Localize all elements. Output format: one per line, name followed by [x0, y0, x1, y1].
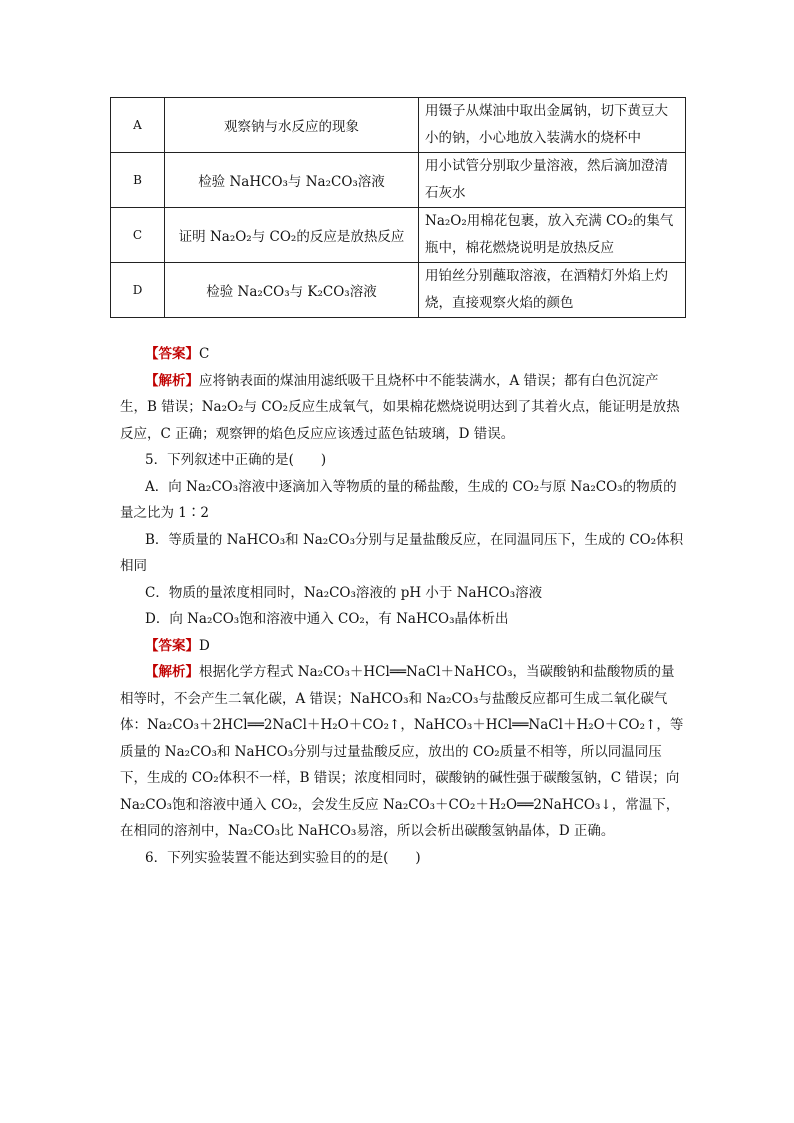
row-label: C [111, 208, 165, 263]
q5-block [120, 447, 685, 871]
answer-tag: 【答案】 [145, 346, 199, 362]
analysis-tag: 【解析】 [145, 664, 199, 680]
row-purpose: 证明 Na₂O₂与 CO₂的反应是放热反应 [165, 208, 419, 263]
analysis-tag: 【解析】 [145, 372, 199, 389]
row-method: 用小试管分别取少量溶液，然后滴加澄清石灰水 [419, 153, 686, 208]
q4-analysis [120, 368, 685, 448]
row-label: D [111, 263, 165, 318]
q4-answer [120, 341, 685, 368]
table-row [111, 208, 686, 263]
row-method: Na₂O₂用棉花包裹，放入充满 CO₂的集气瓶中，棉花燃烧说明是放热反应 [419, 208, 686, 263]
table-row [111, 153, 686, 208]
answer-value: C [199, 346, 210, 362]
analysis-text: 根据化学方程式 Na₂CO₃＋HCl══NaCl＋NaHCO₃，当碳酸钠和盐酸物质的量相等时，不会产生二氧化碳，A 错误；NaHCO₃和 Na₂CO₃与盐酸反应都可生成二氧化碳气体：Na₂CO₃＋2HCl══2NaCl＋H₂O＋CO₂↑，NaHCO₃＋HCl══NaCl＋H₂O＋CO₂↑，等质量的 Na₂CO₃和 NaHCO₃分别与过量盐酸反应，放出的 CO₂质量不相等，所以同温同压下，生成的 CO₂体积不一样，B 错误；浓度相同时，碳酸钠的碱性强于碳酸氢钠，C 错误；向 Na₂CO₃饱和溶液中通入 CO₂，会发生反应 Na₂CO₃＋CO₂＋H₂O══2NaHCO₃↓，常温下，在相同的溶剂中，Na₂CO₃比 NaHCO₃易溶，所以会析出碳酸氢钠晶体，D 正确。 [120, 664, 684, 839]
q5-option-b: B．等质量的 NaHCO₃和 Na₂CO₃分别与足量盐酸反应，在同温同压下，生成的 CO₂体积相同 [120, 531, 684, 574]
q5-option-c: C．物质的量浓度相同时，Na₂CO₃溶液的 pH 小于 NaHCO₃溶液 [145, 584, 543, 601]
q5-analysis [120, 659, 685, 845]
q4-answer-block [120, 341, 685, 447]
q5-option-a: A．向 Na₂CO₃溶液中逐滴加入等物质的量的稀盐酸，生成的 CO₂与原 Na₂CO₃的物质的量之比为 1∶2 [120, 478, 677, 521]
row-method: 用铂丝分别蘸取溶液，在酒精灯外焰上灼烧，直接观察火焰的颜色 [419, 263, 686, 318]
q5-option-d: D．向 Na₂CO₃饱和溶液中通入 CO₂，有 NaHCO₃晶体析出 [145, 611, 509, 627]
row-label: A [111, 98, 165, 153]
row-label: B [111, 153, 165, 208]
table-row [111, 98, 686, 153]
q5-stem: 5．下列叙述中正确的是( ) [145, 452, 327, 468]
row-purpose: 检验 Na₂CO₃与 K₂CO₃溶液 [165, 263, 419, 318]
row-purpose: 观察钠与水反应的现象 [165, 98, 419, 153]
analysis-text: 应将钠表面的煤油用滤纸吸干且烧杯中不能装满水，A 错误；都有白色沉淀产生，B 错误；Na₂O₂与 CO₂反应生成氧气，如果棉花燃烧说明达到了其着火点，能证明是放热反应，C 正确；观察钾的焰色反应应该透过蓝色钴玻璃，D 错误。 [120, 372, 680, 442]
q6-stem: 6．下列实验装置不能达到实验目的的是( ) [145, 849, 421, 866]
answer-value: D [199, 637, 210, 654]
q5-answer [120, 633, 685, 660]
options-table [110, 97, 686, 318]
answer-tag: 【答案】 [145, 637, 199, 654]
row-purpose: 检验 NaHCO₃与 Na₂CO₃溶液 [165, 153, 419, 208]
table-row [111, 263, 686, 318]
row-method: 用镊子从煤油中取出金属钠，切下黄豆大小的钠，小心地放入装满水的烧杯中 [419, 98, 686, 153]
